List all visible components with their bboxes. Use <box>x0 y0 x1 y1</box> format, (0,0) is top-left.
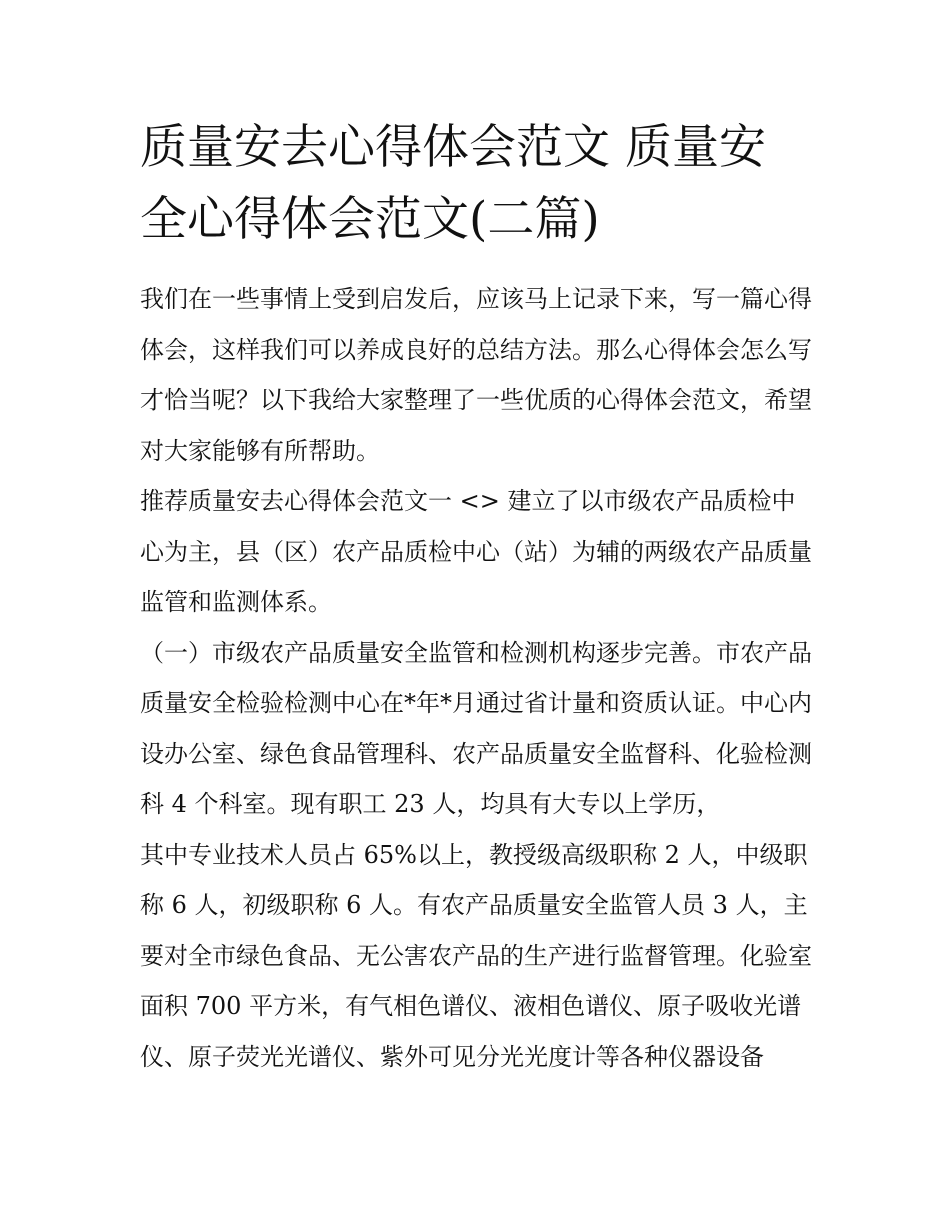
paragraph-intro: 我们在一些事情上受到启发后，应该马上记录下来，写一篇心得体会，这样我们可以养成良好的总结方法。那么心得体会怎么写才恰当呢？以下我给大家整理了一些优质的心得体会范文，希望对大家能够有所帮助。 <box>140 285 812 465</box>
paragraph-section-one: （一）市级农产品质量安全监管和检测机构逐步完善。市农产品质量安全检验检测中心在*年*月通过省计量和资质认证。中心内设办公室、绿色食品管理科、农产品质量安全监督科、化验检测科 4 个科室。现有职工 23 人，均具有大专以上学历， <box>140 638 812 818</box>
document-title: 质量安去心得体会范文 质量安全心得体会范文(二篇) <box>140 120 766 247</box>
paragraph-recommend: 推荐质量安去心得体会范文一 <> 建立了以市级农产品质检中心为主，县（区）农产品质检中心（站）为辅的两级农产品质量监管和监测体系。 <box>140 487 812 616</box>
paragraph-staff-details: 其中专业技术人员占 65%以上，教授级高级职称 2 人，中级职称 6 人，初级职称 6 人。有农产品质量安全监管人员 3 人，主要对全市绿色食品、无公害农产品的生产进行监督管理。化验室面积 700 平方米，有气相色谱仪、液相色谱仪、原子吸收光谱仪、原子荧光光谱仪、紫外可见分光光度计等各种仪器设备 <box>140 840 812 1071</box>
title-spacer <box>140 256 812 274</box>
document-body <box>140 112 812 1082</box>
